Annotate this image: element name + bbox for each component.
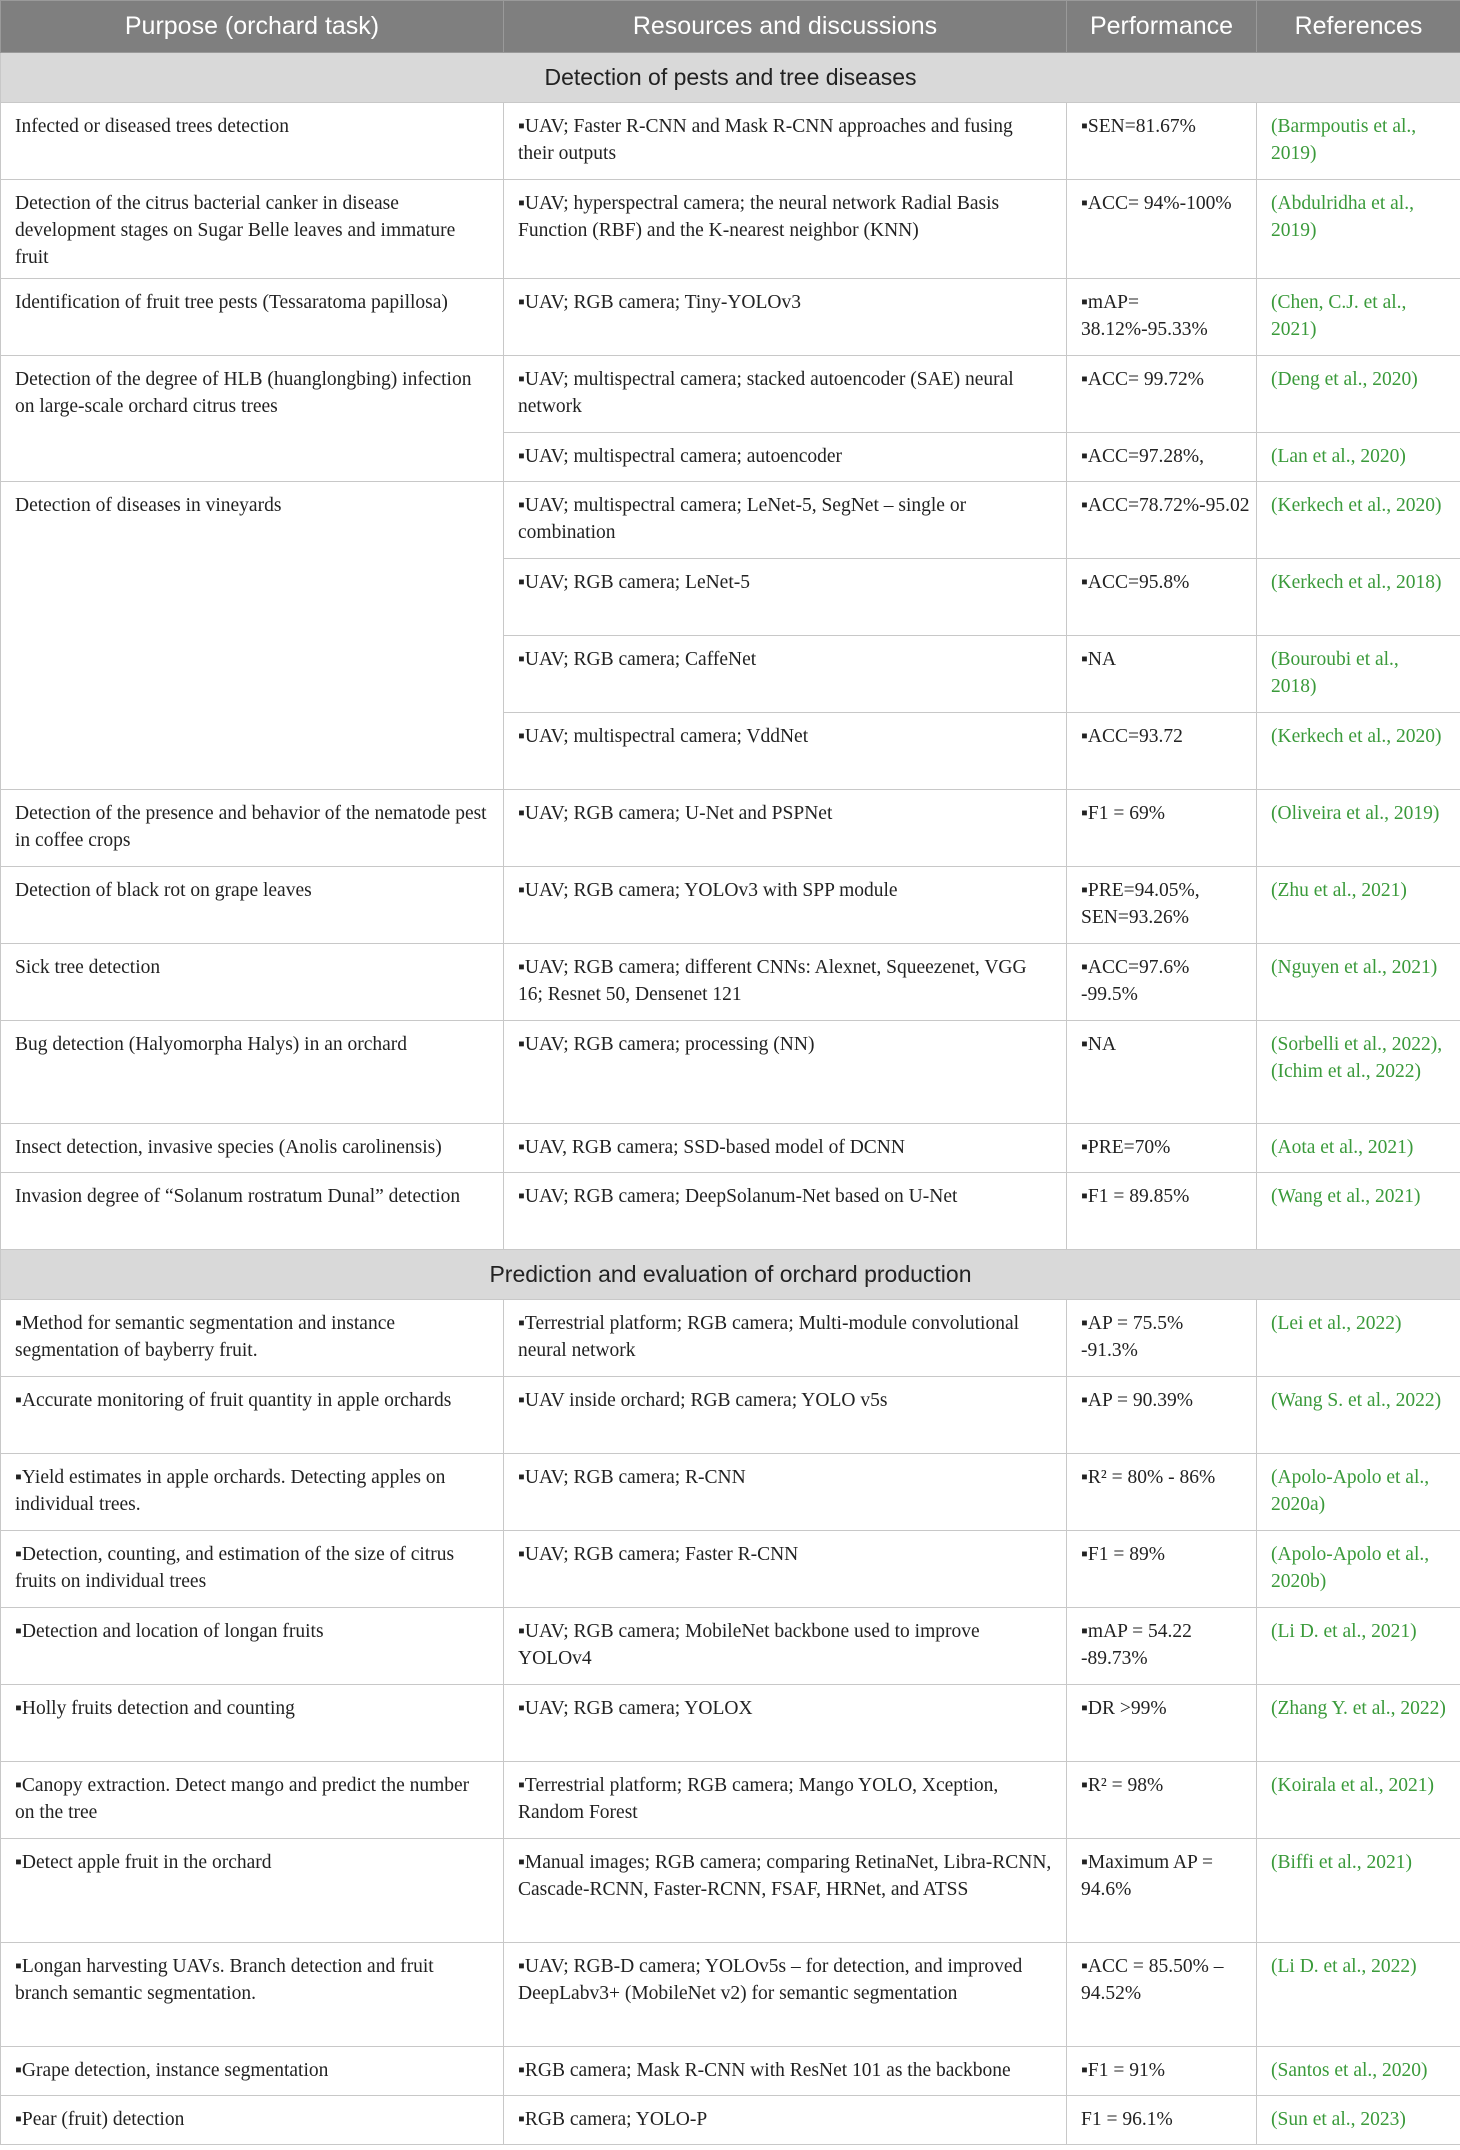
table-row bbox=[1, 1531, 1460, 1608]
resources-cell: ▪RGB camera; YOLO-P bbox=[504, 2096, 1067, 2145]
header-references: References bbox=[1257, 1, 1460, 53]
table-row bbox=[1, 1608, 1460, 1685]
performance-cell: ▪AP = 90.39% bbox=[1067, 1377, 1257, 1454]
reference-link[interactable]: (Kerkech et al., 2020) bbox=[1271, 726, 1442, 747]
performance-cell: ▪ACC= 94%-100% bbox=[1067, 180, 1257, 279]
reference-cell bbox=[1257, 1173, 1460, 1250]
header-purpose: Purpose (orchard task) bbox=[1, 1, 504, 53]
section-title: Detection of pests and tree diseases bbox=[1, 53, 1460, 103]
table-header-row bbox=[1, 1, 1460, 53]
reference-link[interactable]: (Apolo-Apolo et al., 2020a) bbox=[1271, 1467, 1430, 1515]
resources-cell: ▪RGB camera; Mask R-CNN with ResNet 101 as the backbone bbox=[504, 2047, 1067, 2096]
section-row bbox=[1, 53, 1460, 103]
performance-cell: ▪R² = 80% - 86% bbox=[1067, 1454, 1257, 1531]
performance-cell: ▪PRE=70% bbox=[1067, 1124, 1257, 1173]
purpose-cell: Bug detection (Halyomorpha Halys) in an orchard bbox=[1, 1021, 504, 1124]
performance-cell: ▪F1 = 89.85% bbox=[1067, 1173, 1257, 1250]
header-resources: Resources and discussions bbox=[504, 1, 1067, 53]
purpose-cell: ▪Pear (fruit) detection bbox=[1, 2096, 504, 2145]
resources-cell: ▪UAV; RGB camera; CaffeNet bbox=[504, 636, 1067, 713]
purpose-cell: Insect detection, invasive species (Anolis carolinensis) bbox=[1, 1124, 504, 1173]
resources-cell: ▪UAV; RGB camera; LeNet-5 bbox=[504, 559, 1067, 636]
resources-cell: ▪Terrestrial platform; RGB camera; Multi-module convolutional neural network bbox=[504, 1300, 1067, 1377]
purpose-cell: ▪Accurate monitoring of fruit quantity in apple orchards bbox=[1, 1377, 504, 1454]
performance-cell: ▪AP = 75.5% -91.3% bbox=[1067, 1300, 1257, 1377]
performance-cell: ▪Maximum AP = 94.6% bbox=[1067, 1839, 1257, 1943]
reference-cell bbox=[1257, 1839, 1460, 1943]
reference-cell bbox=[1257, 1454, 1460, 1531]
resources-cell: ▪UAV; RGB camera; processing (NN) bbox=[504, 1021, 1067, 1124]
header-performance: Performance bbox=[1067, 1, 1257, 53]
performance-cell: ▪mAP = 54.22 -89.73% bbox=[1067, 1608, 1257, 1685]
performance-cell: ▪F1 = 69% bbox=[1067, 790, 1257, 867]
resources-cell: ▪UAV; RGB camera; different CNNs: Alexnet, Squeezenet, VGG 16; Resnet 50, Densenet 121 bbox=[504, 944, 1067, 1021]
reference-link[interactable]: (Wang et al., 2021) bbox=[1271, 1186, 1421, 1207]
reference-cell bbox=[1257, 180, 1460, 279]
section-row bbox=[1, 1250, 1460, 1300]
table-row bbox=[1, 1300, 1460, 1377]
reference-link[interactable]: (Apolo-Apolo et al., 2020b) bbox=[1271, 1544, 1430, 1592]
reference-cell bbox=[1257, 790, 1460, 867]
purpose-cell: ▪Detection, counting, and estimation of the size of citrus fruits on individual trees bbox=[1, 1531, 504, 1608]
purpose-cell: Detection of the citrus bacterial canker in disease development stages on Sugar Belle leaves and immature fruit bbox=[1, 180, 504, 279]
resources-cell: ▪UAV; Faster R-CNN and Mask R-CNN approaches and fusing their outputs bbox=[504, 103, 1067, 180]
table-row bbox=[1, 2047, 1460, 2096]
reference-cell bbox=[1257, 1124, 1460, 1173]
purpose-cell: Identification of fruit tree pests (Tessaratoma papillosa) bbox=[1, 279, 504, 356]
resources-cell: ▪UAV; multispectral camera; VddNet bbox=[504, 713, 1067, 790]
reference-link[interactable]: (Li D. et al., 2022) bbox=[1271, 1956, 1417, 1977]
performance-cell: ▪NA bbox=[1067, 636, 1257, 713]
reference-link[interactable]: (Zhang Y. et al., 2022) bbox=[1271, 1698, 1446, 1719]
reference-cell bbox=[1257, 559, 1460, 636]
performance-cell: ▪ACC=97.6% -99.5% bbox=[1067, 944, 1257, 1021]
resources-cell: ▪UAV, RGB camera; SSD-based model of DCNN bbox=[504, 1124, 1067, 1173]
resources-cell: ▪UAV; RGB camera; U-Net and PSPNet bbox=[504, 790, 1067, 867]
reference-cell bbox=[1257, 1608, 1460, 1685]
resources-cell: ▪UAV; RGB camera; YOLOv3 with SPP module bbox=[504, 867, 1067, 944]
reference-link[interactable]: (Aota et al., 2021) bbox=[1271, 1137, 1414, 1158]
table-row bbox=[1, 1762, 1460, 1839]
resources-cell: ▪UAV; hyperspectral camera; the neural network Radial Basis Function (RBF) and the K-nearest neighbor (KNN) bbox=[504, 180, 1067, 279]
resources-cell: ▪UAV; multispectral camera; LeNet-5, SegNet – single or combination bbox=[504, 482, 1067, 559]
reference-cell bbox=[1257, 1685, 1460, 1762]
resources-cell: ▪UAV; RGB-D camera; YOLOv5s – for detection, and improved DeepLabv3+ (MobileNet v2) for semantic segmentation bbox=[504, 1943, 1067, 2047]
purpose-cell: ▪Canopy extraction. Detect mango and predict the number on the tree bbox=[1, 1762, 504, 1839]
purpose-cell: Invasion degree of “Solanum rostratum Dunal” detection bbox=[1, 1173, 504, 1250]
reference-link[interactable]: (Biffi et al., 2021) bbox=[1271, 1852, 1412, 1873]
performance-cell: ▪F1 = 89% bbox=[1067, 1531, 1257, 1608]
performance-cell: ▪SEN=81.67% bbox=[1067, 103, 1257, 180]
table-row bbox=[1, 944, 1460, 1021]
table-row bbox=[1, 279, 1460, 356]
reference-link[interactable]: (Kerkech et al., 2018) bbox=[1271, 572, 1442, 593]
resources-cell: ▪UAV; multispectral camera; autoencoder bbox=[504, 433, 1067, 482]
reference-link[interactable]: (Deng et al., 2020) bbox=[1271, 369, 1418, 390]
resources-cell: ▪UAV; RGB camera; MobileNet backbone used to improve YOLOv4 bbox=[504, 1608, 1067, 1685]
table-row bbox=[1, 482, 1460, 559]
reference-cell bbox=[1257, 1943, 1460, 2047]
table-row bbox=[1, 1021, 1460, 1124]
reference-cell bbox=[1257, 944, 1460, 1021]
purpose-cell: ▪Yield estimates in apple orchards. Detecting apples on individual trees. bbox=[1, 1454, 504, 1531]
reference-cell bbox=[1257, 356, 1460, 433]
performance-cell: F1 = 96.1% bbox=[1067, 2096, 1257, 2145]
table-row bbox=[1, 1173, 1460, 1250]
performance-cell: ▪ACC=97.28%, bbox=[1067, 433, 1257, 482]
resources-cell: ▪Terrestrial platform; RGB camera; Mango YOLO, Xception, Random Forest bbox=[504, 1762, 1067, 1839]
reference-link[interactable]: (Santos et al., 2020) bbox=[1271, 2060, 1428, 2081]
reference-link[interactable]: (Koirala et al., 2021) bbox=[1271, 1775, 1434, 1796]
table-row bbox=[1, 1377, 1460, 1454]
reference-link[interactable]: (Zhu et al., 2021) bbox=[1271, 880, 1407, 901]
performance-cell: ▪ACC= 99.72% bbox=[1067, 356, 1257, 433]
table-row bbox=[1, 1124, 1460, 1173]
reference-link[interactable]: (Wang S. et al., 2022) bbox=[1271, 1390, 1442, 1411]
reference-cell bbox=[1257, 482, 1460, 559]
reference-cell bbox=[1257, 867, 1460, 944]
reference-link[interactable]: (Barmpoutis et al., 2019) bbox=[1271, 116, 1417, 164]
performance-cell: ▪ACC=93.72 bbox=[1067, 713, 1257, 790]
resources-cell: ▪UAV; RGB camera; DeepSolanum-Net based on U-Net bbox=[504, 1173, 1067, 1250]
reference-cell bbox=[1257, 1762, 1460, 1839]
purpose-cell: Detection of the degree of HLB (huanglongbing) infection on large-scale orchard citrus trees bbox=[1, 356, 504, 482]
resources-cell: ▪UAV; RGB camera; Faster R-CNN bbox=[504, 1531, 1067, 1608]
resources-cell: ▪UAV; multispectral camera; stacked autoencoder (SAE) neural network bbox=[504, 356, 1067, 433]
performance-cell: ▪mAP= 38.12%-95.33% bbox=[1067, 279, 1257, 356]
resources-cell: ▪Manual images; RGB camera; comparing RetinaNet, Libra-RCNN, Cascade-RCNN, Faster-RCNN, FSAF, HRNet, and ATSS bbox=[504, 1839, 1067, 1943]
reference-cell bbox=[1257, 1377, 1460, 1454]
purpose-cell: ▪Detection and location of longan fruits bbox=[1, 1608, 504, 1685]
purpose-cell: Detection of the presence and behavior of the nematode pest in coffee crops bbox=[1, 790, 504, 867]
purpose-cell: Detection of black rot on grape leaves bbox=[1, 867, 504, 944]
purpose-cell: Detection of diseases in vineyards bbox=[1, 482, 504, 790]
reference-link[interactable]: (Bouroubi et al., 2018) bbox=[1271, 649, 1399, 697]
reference-link[interactable]: (Lei et al., 2022) bbox=[1271, 1313, 1402, 1334]
table-row bbox=[1, 1839, 1460, 1943]
reference-cell bbox=[1257, 1531, 1460, 1608]
reference-cell bbox=[1257, 279, 1460, 356]
reference-link[interactable]: (Oliveira et al., 2019) bbox=[1271, 803, 1440, 824]
reference-link[interactable]: (Chen, C.J. et al., 2021) bbox=[1271, 292, 1407, 340]
reference-link[interactable]: (Lan et al., 2020) bbox=[1271, 446, 1406, 467]
table-row bbox=[1, 1943, 1460, 2047]
purpose-cell: ▪Grape detection, instance segmentation bbox=[1, 2047, 504, 2096]
reference-cell bbox=[1257, 103, 1460, 180]
resources-cell: ▪UAV; RGB camera; R-CNN bbox=[504, 1454, 1067, 1531]
resources-cell: ▪UAV; RGB camera; Tiny-YOLOv3 bbox=[504, 279, 1067, 356]
table-row bbox=[1, 103, 1460, 180]
resources-cell: ▪UAV inside orchard; RGB camera; YOLO v5s bbox=[504, 1377, 1067, 1454]
performance-cell: ▪ACC = 85.50% – 94.52% bbox=[1067, 1943, 1257, 2047]
performance-cell: ▪NA bbox=[1067, 1021, 1257, 1124]
table-row bbox=[1, 790, 1460, 867]
reference-cell bbox=[1257, 636, 1460, 713]
table-row bbox=[1, 867, 1460, 944]
table-row bbox=[1, 2096, 1460, 2145]
purpose-cell: ▪Longan harvesting UAVs. Branch detection and fruit branch semantic segmentation. bbox=[1, 1943, 504, 2047]
reference-link[interactable]: (Kerkech et al., 2020) bbox=[1271, 495, 1442, 516]
reference-link[interactable]: (Li D. et al., 2021) bbox=[1271, 1621, 1417, 1642]
resources-cell: ▪UAV; RGB camera; YOLOX bbox=[504, 1685, 1067, 1762]
section-title: Prediction and evaluation of orchard production bbox=[1, 1250, 1460, 1300]
purpose-cell: ▪Holly fruits detection and counting bbox=[1, 1685, 504, 1762]
performance-cell: ▪R² = 98% bbox=[1067, 1762, 1257, 1839]
purpose-cell: ▪Method for semantic segmentation and instance segmentation of bayberry fruit. bbox=[1, 1300, 504, 1377]
reference-link[interactable]: (Sorbelli et al., 2022), (Ichim et al., 2022) bbox=[1271, 1034, 1443, 1082]
performance-cell: ▪F1 = 91% bbox=[1067, 2047, 1257, 2096]
purpose-cell: Sick tree detection bbox=[1, 944, 504, 1021]
reference-cell bbox=[1257, 713, 1460, 790]
performance-cell: ▪ACC=95.8% bbox=[1067, 559, 1257, 636]
reference-cell bbox=[1257, 2047, 1460, 2096]
table-row bbox=[1, 1685, 1460, 1762]
reference-link[interactable]: (Abdulridha et al., 2019) bbox=[1271, 193, 1414, 241]
purpose-cell: Infected or diseased trees detection bbox=[1, 103, 504, 180]
reference-cell bbox=[1257, 2096, 1460, 2145]
table-row bbox=[1, 180, 1460, 279]
table-row bbox=[1, 1454, 1460, 1531]
table-row bbox=[1, 356, 1460, 433]
performance-cell: ▪DR >99% bbox=[1067, 1685, 1257, 1762]
reference-cell bbox=[1257, 1021, 1460, 1124]
performance-cell: ▪ACC=78.72%-95.02 bbox=[1067, 482, 1257, 559]
reference-link[interactable]: (Nguyen et al., 2021) bbox=[1271, 957, 1438, 978]
reference-link[interactable]: (Sun et al., 2023) bbox=[1271, 2109, 1406, 2130]
performance-cell: ▪PRE=94.05%, SEN=93.26% bbox=[1067, 867, 1257, 944]
reference-cell bbox=[1257, 1300, 1460, 1377]
purpose-cell: ▪Detect apple fruit in the orchard bbox=[1, 1839, 504, 1943]
reference-cell bbox=[1257, 433, 1460, 482]
